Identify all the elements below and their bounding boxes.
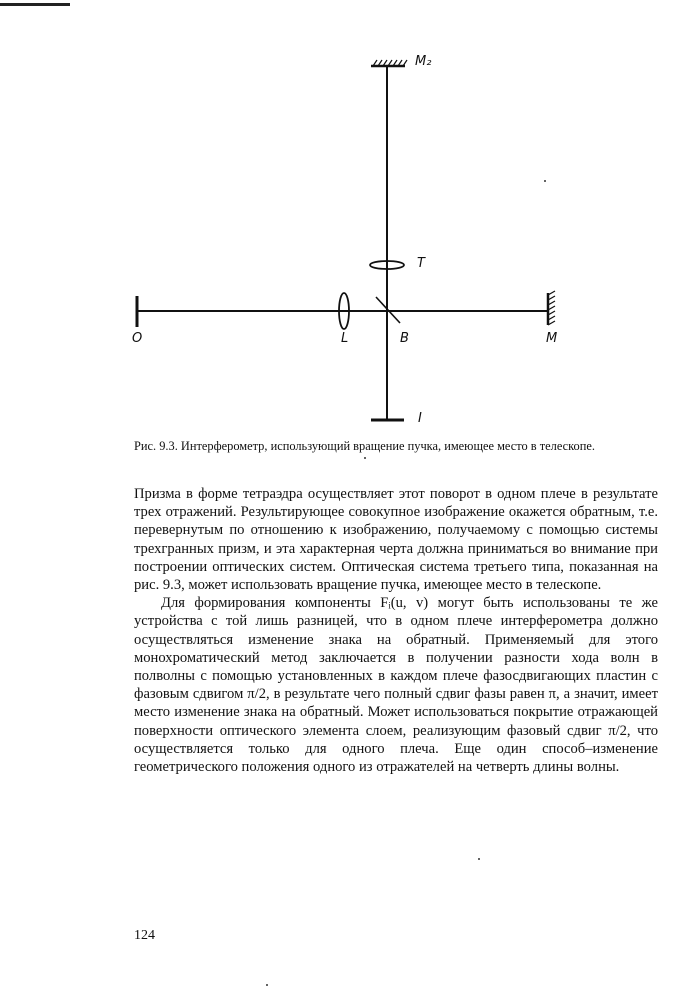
paragraph: Для формирования компоненты Fᵢ(u, v) могут быть использованы те же устройства с той лишь разницей, что в одном плече интерферометра должно осуществляться изменение знака на обратный. Применяемый для этого монохроматический метод заключается в получении разности хода волн в полволны с помощью установленных в каждом плече фазосдвигающих пластин с фазовым сдвигом π/2, в результате чего полный сдвиг фазы равен π, а значит, имеет место изменение знака на обратный. Может использоваться покрытие отражающей поверхности оптического элемента слоем, реализующим фазовый сдвиг π/2, что осуществляется только для одного плеча. Еще один способ–изменение геометрического положения одного из отражателей на четверть длины волны. (134, 595, 658, 776)
label-i: I (418, 411, 422, 426)
label-l: L (341, 331, 349, 346)
mirror-m2 (371, 60, 407, 66)
label-o: O (132, 331, 143, 346)
figure-caption: Рис. 9.3. Интерферометр, использующий вращение пучка, имеющее место в телескопе. (134, 439, 595, 453)
scan-speck (364, 457, 366, 459)
page-number: 124 (134, 928, 155, 943)
label-m2: M₂ (415, 54, 432, 69)
body-text (134, 485, 658, 776)
scan-speck (544, 180, 546, 182)
label-b: B (400, 331, 409, 346)
label-t: T (417, 256, 425, 271)
scan-speck (266, 984, 268, 986)
paragraph: Призма в форме тетраэдра осуществляет этот поворот в одном плече в результате трех отражений. Результирующее совокупное изображение окажется обратным, т.е. перевернутым по отношению к изображению, получаемому с помощью системы трехгранных призм, и эта характерная черта должна приниматься во внимание при построении оптических систем. Оптическая система третьего типа, показанная на рис. 9.3, может использовать вращение пучка, имеющее место в телескопе. (134, 486, 658, 594)
interferometer-diagram (0, 0, 698, 440)
scan-speck (478, 858, 480, 860)
label-m: M (546, 331, 558, 346)
mirror-m (548, 291, 555, 325)
